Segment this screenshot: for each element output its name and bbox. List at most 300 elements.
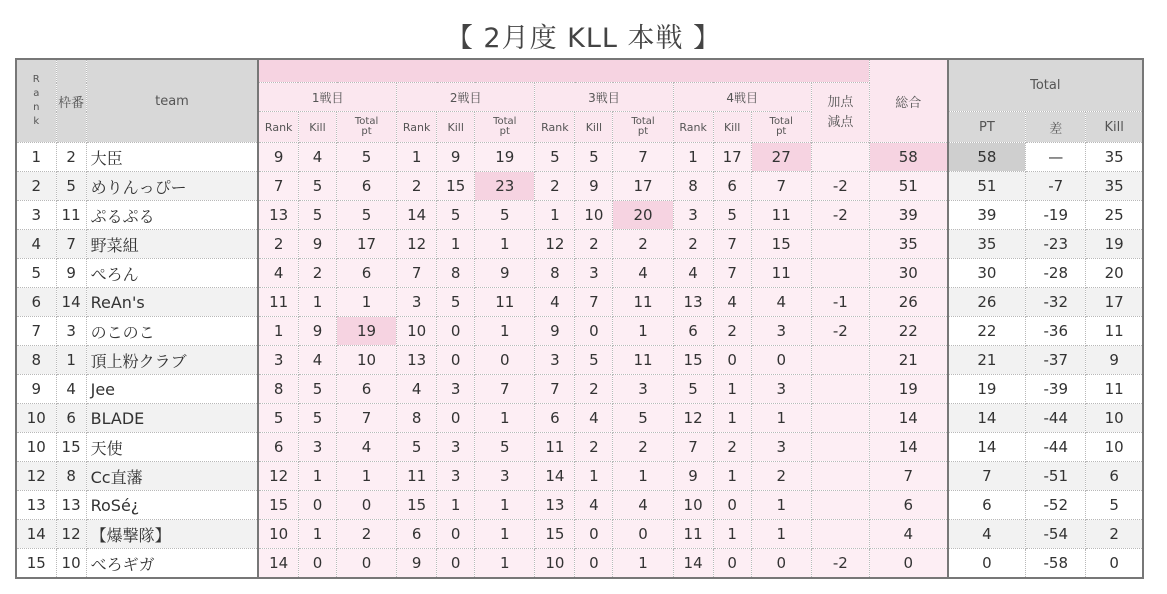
- game-3-total-cell: 1: [613, 462, 673, 491]
- team-name-cell: べろギガ: [86, 549, 258, 579]
- rank-cell: 8: [16, 346, 56, 375]
- game-1-rank-cell: 11: [258, 288, 298, 317]
- team-name-cell: 天使: [86, 433, 258, 462]
- total-kill-header: Kill: [1086, 112, 1143, 143]
- total-kill-cell: 20: [1086, 259, 1143, 288]
- game-2-kill-cell: 15: [437, 172, 475, 201]
- game-4-kill-cell: 1: [713, 375, 751, 404]
- game-3-kill-cell: 3: [575, 259, 613, 288]
- total-diff-cell: -19: [1026, 201, 1086, 230]
- waku-cell: 14: [56, 288, 86, 317]
- game-1-kill-cell: 5: [298, 201, 336, 230]
- game-1-rank-cell: 10: [258, 520, 298, 549]
- team-header: team: [86, 59, 258, 143]
- game-1-kill-cell: 1: [298, 462, 336, 491]
- game-4-kill-cell: 7: [713, 259, 751, 288]
- bonus-cell: [811, 143, 869, 172]
- g1-rank-header: Rank: [258, 112, 298, 143]
- sogo-cell: 14: [869, 433, 947, 462]
- game-4-kill-cell: 17: [713, 143, 751, 172]
- table-row: [16, 404, 1143, 433]
- rank-cell: 9: [16, 375, 56, 404]
- sogo-cell: 7: [869, 462, 947, 491]
- g2-rank-header: Rank: [397, 112, 437, 143]
- total-diff-cell: -28: [1026, 259, 1086, 288]
- table-row: [16, 520, 1143, 549]
- rank-cell: 1: [16, 143, 56, 172]
- game-2-rank-cell: 1: [397, 143, 437, 172]
- game-4-rank-cell: 9: [673, 462, 713, 491]
- game-2-kill-cell: 3: [437, 375, 475, 404]
- g3-kill-header: Kill: [575, 112, 613, 143]
- game-1-rank-cell: 8: [258, 375, 298, 404]
- game-1-rank-cell: 12: [258, 462, 298, 491]
- game-4-rank-cell: 5: [673, 375, 713, 404]
- total-kill-cell: 19: [1086, 230, 1143, 259]
- game-3-kill-cell: 0: [575, 549, 613, 579]
- game-2-kill-cell: 8: [437, 259, 475, 288]
- sogo-header: 総合: [869, 59, 947, 143]
- total-header: Total: [948, 59, 1143, 112]
- game-2-rank-cell: 13: [397, 346, 437, 375]
- rank-cell: 6: [16, 288, 56, 317]
- game-3-rank-cell: 4: [535, 288, 575, 317]
- total-kill-cell: 2: [1086, 520, 1143, 549]
- total-diff-cell: -51: [1026, 462, 1086, 491]
- game-2-kill-cell: 9: [437, 143, 475, 172]
- game-4-total-cell: 1: [751, 491, 811, 520]
- game-1-total-cell: 10: [337, 346, 397, 375]
- game-1-kill-cell: 4: [298, 143, 336, 172]
- game-3-kill-cell: 1: [575, 462, 613, 491]
- game-1-kill-cell: 2: [298, 259, 336, 288]
- game-1-kill-cell: 9: [298, 230, 336, 259]
- game-1-total-cell: 5: [337, 201, 397, 230]
- game-3-total-cell: 11: [613, 288, 673, 317]
- game-4-rank-cell: 10: [673, 491, 713, 520]
- team-name-cell: 【爆撃隊】: [86, 520, 258, 549]
- game-2-total-cell: 23: [475, 172, 535, 201]
- bonus-cell: -2: [811, 201, 869, 230]
- total-kill-cell: 11: [1086, 375, 1143, 404]
- game-2-rank-cell: 6: [397, 520, 437, 549]
- game-3-total-cell: 11: [613, 346, 673, 375]
- game-4-kill-cell: 0: [713, 491, 751, 520]
- game-1-total-cell: 1: [337, 288, 397, 317]
- g1-kill-header: Kill: [298, 112, 336, 143]
- rank-cell: 15: [16, 549, 56, 579]
- bonus-cell: [811, 520, 869, 549]
- game-1-rank-cell: 3: [258, 346, 298, 375]
- game-1-rank-cell: 2: [258, 230, 298, 259]
- sogo-cell: 19: [869, 375, 947, 404]
- game-4-total-cell: 3: [751, 317, 811, 346]
- total-pt-cell: 19: [948, 375, 1026, 404]
- game-4-rank-cell: 6: [673, 317, 713, 346]
- game-3-kill-cell: 10: [575, 201, 613, 230]
- game-2-total-cell: 0: [475, 346, 535, 375]
- team-name-cell: Cc直藩: [86, 462, 258, 491]
- game-4-rank-cell: 3: [673, 201, 713, 230]
- game-3-kill-cell: 9: [575, 172, 613, 201]
- game-4-kill-cell: 1: [713, 462, 751, 491]
- bonus-cell: -1: [811, 288, 869, 317]
- total-diff-cell: -54: [1026, 520, 1086, 549]
- game-2-total-cell: 5: [475, 201, 535, 230]
- waku-cell: 7: [56, 230, 86, 259]
- total-kill-cell: 5: [1086, 491, 1143, 520]
- game-3-total-cell: 20: [613, 201, 673, 230]
- game-2-rank-cell: 12: [397, 230, 437, 259]
- rank-cell: 14: [16, 520, 56, 549]
- team-name-cell: ぺろん: [86, 259, 258, 288]
- game-2-rank-cell: 2: [397, 172, 437, 201]
- game-1-rank-cell: 5: [258, 404, 298, 433]
- bonus-cell: [811, 491, 869, 520]
- total-kill-cell: 25: [1086, 201, 1143, 230]
- bonus-cell: [811, 433, 869, 462]
- games-header-bar: [258, 59, 869, 83]
- game-4-total-cell: 27: [751, 143, 811, 172]
- game-2-rank-cell: 14: [397, 201, 437, 230]
- game-2-rank-cell: 9: [397, 549, 437, 579]
- game-3-total-cell: 17: [613, 172, 673, 201]
- bonus-cell: [811, 230, 869, 259]
- game-1-rank-cell: 15: [258, 491, 298, 520]
- game-4-total-cell: 1: [751, 520, 811, 549]
- sogo-cell: 14: [869, 404, 947, 433]
- waku-cell: 3: [56, 317, 86, 346]
- waku-cell: 4: [56, 375, 86, 404]
- game-3-rank-cell: 2: [535, 172, 575, 201]
- game-2-total-cell: 1: [475, 404, 535, 433]
- g2-total-header: Total pt: [475, 112, 535, 143]
- game-4-kill-cell: 0: [713, 346, 751, 375]
- game-3-total-cell: 7: [613, 143, 673, 172]
- rank-cell: 4: [16, 230, 56, 259]
- game-4-total-cell: 3: [751, 375, 811, 404]
- game-2-header: 2戦目: [397, 83, 535, 112]
- rank-cell: 10: [16, 404, 56, 433]
- total-diff-header: 差: [1026, 112, 1086, 143]
- game-2-kill-cell: 3: [437, 462, 475, 491]
- total-kill-cell: 9: [1086, 346, 1143, 375]
- total-pt-header: PT: [948, 112, 1026, 143]
- game-3-rank-cell: 15: [535, 520, 575, 549]
- game-2-kill-cell: 0: [437, 520, 475, 549]
- game-4-kill-cell: 0: [713, 549, 751, 579]
- g4-kill-header: Kill: [713, 112, 751, 143]
- bonus-cell: -2: [811, 317, 869, 346]
- g4-rank-header: Rank: [673, 112, 713, 143]
- game-4-rank-cell: 1: [673, 143, 713, 172]
- waku-cell: 9: [56, 259, 86, 288]
- total-pt-cell: 39: [948, 201, 1026, 230]
- total-diff-cell: -36: [1026, 317, 1086, 346]
- team-name-cell: 野菜組: [86, 230, 258, 259]
- team-name-cell: ぷるぷる: [86, 201, 258, 230]
- sogo-cell: 0: [869, 549, 947, 579]
- game-4-kill-cell: 7: [713, 230, 751, 259]
- game-2-total-cell: 1: [475, 520, 535, 549]
- game-2-rank-cell: 11: [397, 462, 437, 491]
- total-pt-cell: 6: [948, 491, 1026, 520]
- game-4-total-cell: 15: [751, 230, 811, 259]
- game-4-kill-cell: 2: [713, 317, 751, 346]
- game-4-total-cell: 0: [751, 346, 811, 375]
- game-4-kill-cell: 6: [713, 172, 751, 201]
- total-kill-cell: 6: [1086, 462, 1143, 491]
- game-2-kill-cell: 5: [437, 201, 475, 230]
- waku-header: 枠番: [56, 59, 86, 143]
- game-1-total-cell: 6: [337, 259, 397, 288]
- sogo-cell: 30: [869, 259, 947, 288]
- game-4-total-cell: 1: [751, 404, 811, 433]
- game-1-rank-cell: 9: [258, 143, 298, 172]
- table-row: [16, 491, 1143, 520]
- g1-total-header: Total pt: [337, 112, 397, 143]
- total-kill-cell: 11: [1086, 317, 1143, 346]
- total-pt-cell: 51: [948, 172, 1026, 201]
- team-name-cell: Jee: [86, 375, 258, 404]
- game-2-total-cell: 3: [475, 462, 535, 491]
- g4-total-header: Total pt: [751, 112, 811, 143]
- rank-cell: 12: [16, 462, 56, 491]
- total-pt-cell: 58: [948, 143, 1026, 172]
- game-1-total-cell: 6: [337, 172, 397, 201]
- game-1-total-cell: 7: [337, 404, 397, 433]
- game-1-total-cell: 0: [337, 549, 397, 579]
- game-3-rank-cell: 6: [535, 404, 575, 433]
- total-diff-cell: -32: [1026, 288, 1086, 317]
- total-pt-cell: 14: [948, 404, 1026, 433]
- game-4-rank-cell: 15: [673, 346, 713, 375]
- game-4-rank-cell: 8: [673, 172, 713, 201]
- game-4-total-cell: 3: [751, 433, 811, 462]
- game-1-rank-cell: 13: [258, 201, 298, 230]
- total-kill-cell: 17: [1086, 288, 1143, 317]
- total-kill-cell: 35: [1086, 172, 1143, 201]
- game-1-total-cell: 5: [337, 143, 397, 172]
- game-1-total-cell: 19: [337, 317, 397, 346]
- game-1-total-cell: 1: [337, 462, 397, 491]
- game-4-total-cell: 0: [751, 549, 811, 579]
- bonus-cell: [811, 462, 869, 491]
- game-3-kill-cell: 4: [575, 404, 613, 433]
- game-2-total-cell: 11: [475, 288, 535, 317]
- total-diff-cell: -58: [1026, 549, 1086, 579]
- total-pt-cell: 7: [948, 462, 1026, 491]
- waku-cell: 15: [56, 433, 86, 462]
- table-row: [16, 317, 1143, 346]
- game-1-kill-cell: 9: [298, 317, 336, 346]
- game-1-total-cell: 2: [337, 520, 397, 549]
- sogo-cell: 21: [869, 346, 947, 375]
- team-name-cell: のこのこ: [86, 317, 258, 346]
- game-1-kill-cell: 1: [298, 288, 336, 317]
- sogo-cell: 4: [869, 520, 947, 549]
- table-row: [16, 230, 1143, 259]
- game-2-rank-cell: 8: [397, 404, 437, 433]
- game-3-total-cell: 3: [613, 375, 673, 404]
- game-3-total-cell: 4: [613, 259, 673, 288]
- bonus-cell: [811, 259, 869, 288]
- game-4-kill-cell: 5: [713, 201, 751, 230]
- game-3-kill-cell: 2: [575, 375, 613, 404]
- sogo-cell: 6: [869, 491, 947, 520]
- game-3-rank-cell: 14: [535, 462, 575, 491]
- game-3-total-cell: 1: [613, 317, 673, 346]
- game-3-kill-cell: 7: [575, 288, 613, 317]
- total-pt-cell: 26: [948, 288, 1026, 317]
- waku-cell: 5: [56, 172, 86, 201]
- g2-kill-header: Kill: [437, 112, 475, 143]
- game-4-total-cell: 4: [751, 288, 811, 317]
- game-3-kill-cell: 4: [575, 491, 613, 520]
- game-3-total-cell: 1: [613, 549, 673, 579]
- game-3-rank-cell: 1: [535, 201, 575, 230]
- game-3-kill-cell: 2: [575, 433, 613, 462]
- team-name-cell: めりんっぴー: [86, 172, 258, 201]
- game-3-rank-cell: 7: [535, 375, 575, 404]
- game-1-kill-cell: 0: [298, 491, 336, 520]
- game-2-kill-cell: 5: [437, 288, 475, 317]
- game-1-kill-cell: 1: [298, 520, 336, 549]
- game-2-rank-cell: 4: [397, 375, 437, 404]
- total-pt-cell: 22: [948, 317, 1026, 346]
- game-1-rank-cell: 1: [258, 317, 298, 346]
- game-2-rank-cell: 15: [397, 491, 437, 520]
- game-1-kill-cell: 5: [298, 375, 336, 404]
- game-1-kill-cell: 3: [298, 433, 336, 462]
- game-3-total-cell: 2: [613, 230, 673, 259]
- game-1-rank-cell: 14: [258, 549, 298, 579]
- table-row: [16, 201, 1143, 230]
- game-4-kill-cell: 1: [713, 404, 751, 433]
- total-diff-cell: —: [1026, 143, 1086, 172]
- game-3-rank-cell: 10: [535, 549, 575, 579]
- game-1-kill-cell: 4: [298, 346, 336, 375]
- rank-header: R a n k: [16, 59, 56, 143]
- game-2-rank-cell: 7: [397, 259, 437, 288]
- game-1-total-cell: 6: [337, 375, 397, 404]
- sogo-cell: 35: [869, 230, 947, 259]
- game-1-total-cell: 4: [337, 433, 397, 462]
- team-name-cell: ReAn's: [86, 288, 258, 317]
- game-2-total-cell: 5: [475, 433, 535, 462]
- game-2-total-cell: 19: [475, 143, 535, 172]
- game-2-total-cell: 1: [475, 491, 535, 520]
- game-4-total-cell: 11: [751, 201, 811, 230]
- total-pt-cell: 35: [948, 230, 1026, 259]
- waku-cell: 11: [56, 201, 86, 230]
- game-4-total-cell: 2: [751, 462, 811, 491]
- game-3-rank-cell: 8: [535, 259, 575, 288]
- waku-cell: 10: [56, 549, 86, 579]
- game-2-kill-cell: 0: [437, 404, 475, 433]
- rank-cell: 13: [16, 491, 56, 520]
- sogo-cell: 26: [869, 288, 947, 317]
- game-3-rank-cell: 12: [535, 230, 575, 259]
- game-2-kill-cell: 1: [437, 491, 475, 520]
- total-diff-cell: -52: [1026, 491, 1086, 520]
- sogo-cell: 39: [869, 201, 947, 230]
- game-4-rank-cell: 12: [673, 404, 713, 433]
- bonus-cell: -2: [811, 172, 869, 201]
- game-2-total-cell: 1: [475, 230, 535, 259]
- game-3-rank-cell: 5: [535, 143, 575, 172]
- game-2-kill-cell: 1: [437, 230, 475, 259]
- game-1-kill-cell: 5: [298, 172, 336, 201]
- table-row: [16, 346, 1143, 375]
- total-kill-cell: 10: [1086, 433, 1143, 462]
- standings-table: [15, 58, 1144, 579]
- game-2-kill-cell: 0: [437, 549, 475, 579]
- bonus-cell: -2: [811, 549, 869, 579]
- game-1-header: 1戦目: [258, 83, 396, 112]
- game-3-kill-cell: 2: [575, 230, 613, 259]
- game-2-kill-cell: 3: [437, 433, 475, 462]
- table-row: [16, 433, 1143, 462]
- game-1-kill-cell: 0: [298, 549, 336, 579]
- table-row: [16, 143, 1143, 172]
- game-4-header: 4戦目: [673, 83, 811, 112]
- game-4-rank-cell: 14: [673, 549, 713, 579]
- bonus-cell: [811, 404, 869, 433]
- game-3-rank-cell: 11: [535, 433, 575, 462]
- g3-total-header: Total pt: [613, 112, 673, 143]
- game-2-rank-cell: 5: [397, 433, 437, 462]
- game-4-kill-cell: 4: [713, 288, 751, 317]
- table-row: [16, 288, 1143, 317]
- table-row: [16, 549, 1143, 579]
- team-name-cell: 頂上粉クラブ: [86, 346, 258, 375]
- game-1-kill-cell: 5: [298, 404, 336, 433]
- game-4-rank-cell: 11: [673, 520, 713, 549]
- game-2-rank-cell: 10: [397, 317, 437, 346]
- game-3-total-cell: 4: [613, 491, 673, 520]
- game-2-rank-cell: 3: [397, 288, 437, 317]
- bonus-cell: [811, 346, 869, 375]
- table-row: [16, 172, 1143, 201]
- waku-cell: 2: [56, 143, 86, 172]
- game-1-total-cell: 17: [337, 230, 397, 259]
- game-3-rank-cell: 13: [535, 491, 575, 520]
- game-3-rank-cell: 3: [535, 346, 575, 375]
- waku-cell: 8: [56, 462, 86, 491]
- game-3-kill-cell: 5: [575, 346, 613, 375]
- game-2-total-cell: 1: [475, 317, 535, 346]
- total-diff-cell: -44: [1026, 433, 1086, 462]
- total-diff-cell: -39: [1026, 375, 1086, 404]
- game-4-rank-cell: 7: [673, 433, 713, 462]
- game-4-total-cell: 7: [751, 172, 811, 201]
- standings-body: [16, 143, 1143, 579]
- game-3-rank-cell: 9: [535, 317, 575, 346]
- game-3-header: 3戦目: [535, 83, 673, 112]
- bonus-cell: [811, 375, 869, 404]
- waku-cell: 12: [56, 520, 86, 549]
- waku-cell: 6: [56, 404, 86, 433]
- sogo-cell: 22: [869, 317, 947, 346]
- total-pt-cell: 21: [948, 346, 1026, 375]
- total-pt-cell: 30: [948, 259, 1026, 288]
- game-3-total-cell: 0: [613, 520, 673, 549]
- total-diff-cell: -44: [1026, 404, 1086, 433]
- game-4-rank-cell: 13: [673, 288, 713, 317]
- total-diff-cell: -37: [1026, 346, 1086, 375]
- waku-cell: 1: [56, 346, 86, 375]
